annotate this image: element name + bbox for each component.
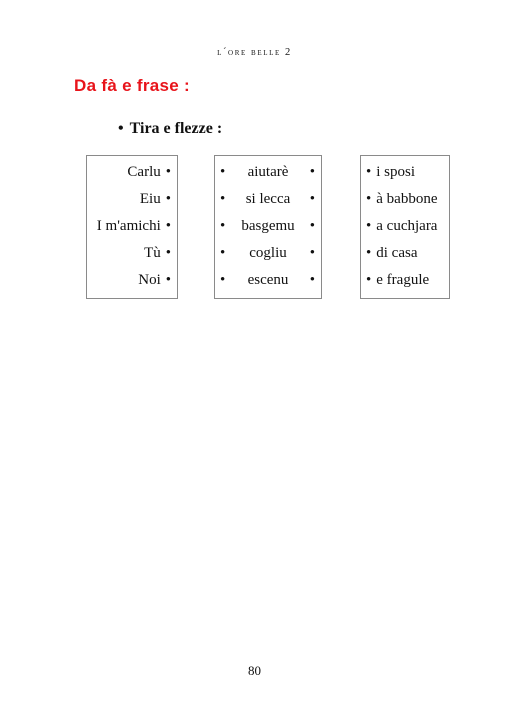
list-item (87, 270, 177, 290)
connection-dot[interactable]: • (366, 191, 372, 207)
list-item (215, 216, 321, 236)
list-item (215, 270, 321, 290)
list-item (361, 243, 449, 263)
complement-word: à babbone (376, 191, 438, 207)
list-item (361, 189, 449, 209)
connection-dot[interactable]: • (309, 218, 315, 234)
connection-dot[interactable]: • (220, 272, 226, 288)
section-title: Da fà e frase : (74, 76, 190, 95)
connection-dot[interactable]: • (165, 218, 171, 234)
subject-word: Eiu (139, 191, 161, 207)
connection-dot[interactable]: • (165, 191, 171, 207)
connection-dot[interactable]: • (309, 272, 315, 288)
exercise-title-text: Tira e flezze : (129, 120, 223, 137)
connection-dot[interactable]: • (366, 245, 372, 261)
complement-word: di casa (376, 245, 418, 261)
connection-dot[interactable]: • (366, 218, 372, 234)
page-number: 80 (248, 663, 261, 678)
connection-dot[interactable]: • (366, 272, 372, 288)
connection-dot[interactable]: • (220, 218, 226, 234)
list-item (87, 162, 177, 182)
list-item (215, 189, 321, 209)
verb-word: si lecca (245, 191, 291, 207)
subject-word: Carlu (127, 164, 161, 180)
connection-dot[interactable]: • (165, 245, 171, 261)
list-item (361, 270, 449, 290)
subject-word: Noi (138, 272, 161, 288)
list-item (87, 189, 177, 209)
list-item (361, 216, 449, 236)
subjects-box (86, 155, 178, 299)
list-item (361, 162, 449, 182)
list-item (87, 243, 177, 263)
running-head: l´ore belle 2 (217, 47, 292, 58)
exercise-bullet: • (118, 120, 124, 137)
connection-dot[interactable]: • (220, 191, 226, 207)
complement-word: a cuchjara (376, 218, 438, 234)
connection-dot[interactable]: • (309, 164, 315, 180)
exercise-title (118, 120, 222, 138)
verb-word: cogliu (249, 245, 287, 261)
connection-dot[interactable]: • (165, 272, 171, 288)
complements-box (360, 155, 450, 299)
connection-dot[interactable]: • (309, 191, 315, 207)
verb-word: basgemu (241, 218, 295, 234)
connection-dot[interactable]: • (220, 164, 226, 180)
complement-word: i sposi (376, 164, 416, 180)
verb-word: escenu (247, 272, 289, 288)
verb-word: aiutarè (247, 164, 289, 180)
complement-word: e fragule (376, 272, 430, 288)
subject-word: I m'amichi (96, 218, 161, 234)
connection-dot[interactable]: • (366, 164, 372, 180)
list-item (215, 162, 321, 182)
connection-dot[interactable]: • (220, 245, 226, 261)
list-item (87, 216, 177, 236)
connection-dot[interactable]: • (309, 245, 315, 261)
list-item (215, 243, 321, 263)
verbs-box (214, 155, 322, 299)
subject-word: Tù (144, 245, 161, 261)
connection-dot[interactable]: • (165, 164, 171, 180)
